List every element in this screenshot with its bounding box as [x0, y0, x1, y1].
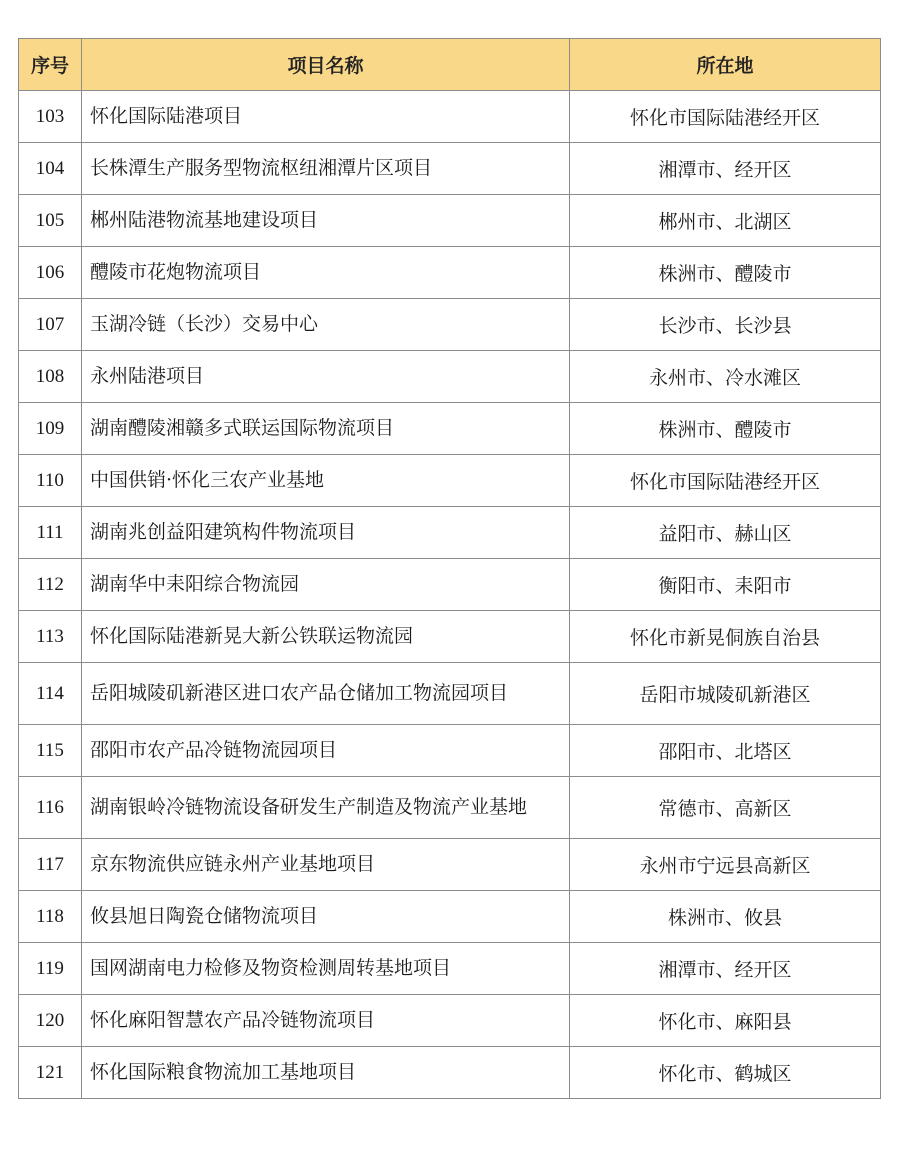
project-table	[18, 38, 881, 1099]
row-serial-number: 119	[19, 943, 82, 995]
table-row	[19, 247, 881, 299]
table-row	[19, 1047, 881, 1099]
table-row	[19, 403, 881, 455]
table-row	[19, 91, 881, 143]
row-serial-number: 108	[19, 351, 82, 403]
table-row	[19, 455, 881, 507]
row-serial-number: 121	[19, 1047, 82, 1099]
row-serial-number: 106	[19, 247, 82, 299]
row-serial-number: 117	[19, 839, 82, 891]
row-location: 株洲市、攸县	[570, 891, 881, 943]
row-location: 郴州市、北湖区	[570, 195, 881, 247]
row-project-name: 中国供销·怀化三农产业基地	[82, 455, 570, 507]
row-location: 怀化市、鹤城区	[570, 1047, 881, 1099]
header-row	[19, 39, 881, 91]
table-row	[19, 663, 881, 725]
row-serial-number: 118	[19, 891, 82, 943]
row-project-name: 怀化国际陆港项目	[82, 91, 570, 143]
table-row	[19, 891, 881, 943]
row-project-name: 怀化国际陆港新晃大新公铁联运物流园	[82, 611, 570, 663]
header-project-name: 项目名称	[82, 39, 570, 91]
row-project-name: 湖南银岭冷链物流设备研发生产制造及物流产业基地	[82, 777, 570, 839]
row-location: 益阳市、赫山区	[570, 507, 881, 559]
row-location: 怀化市新晃侗族自治县	[570, 611, 881, 663]
row-location: 衡阳市、耒阳市	[570, 559, 881, 611]
table-row	[19, 559, 881, 611]
project-table-container	[18, 38, 880, 1099]
row-project-name: 湖南醴陵湘赣多式联运国际物流项目	[82, 403, 570, 455]
row-serial-number: 120	[19, 995, 82, 1047]
row-serial-number: 112	[19, 559, 82, 611]
table-row	[19, 299, 881, 351]
table-row	[19, 195, 881, 247]
row-location: 永州市宁远县高新区	[570, 839, 881, 891]
table-row	[19, 839, 881, 891]
row-location: 永州市、冷水滩区	[570, 351, 881, 403]
row-serial-number: 116	[19, 777, 82, 839]
row-serial-number: 114	[19, 663, 82, 725]
table-row	[19, 611, 881, 663]
row-project-name: 玉湖冷链（长沙）交易中心	[82, 299, 570, 351]
table-row	[19, 143, 881, 195]
row-location: 湘潭市、经开区	[570, 943, 881, 995]
row-project-name: 国网湖南电力检修及物资检测周转基地项目	[82, 943, 570, 995]
table-row	[19, 351, 881, 403]
row-serial-number: 103	[19, 91, 82, 143]
row-project-name: 怀化麻阳智慧农产品冷链物流项目	[82, 995, 570, 1047]
row-project-name: 怀化国际粮食物流加工基地项目	[82, 1047, 570, 1099]
row-serial-number: 111	[19, 507, 82, 559]
table-row	[19, 943, 881, 995]
row-location: 怀化市、麻阳县	[570, 995, 881, 1047]
table-row	[19, 507, 881, 559]
row-serial-number: 105	[19, 195, 82, 247]
row-location: 邵阳市、北塔区	[570, 725, 881, 777]
row-serial-number: 113	[19, 611, 82, 663]
row-location: 长沙市、长沙县	[570, 299, 881, 351]
row-location: 怀化市国际陆港经开区	[570, 455, 881, 507]
row-location: 常德市、高新区	[570, 777, 881, 839]
row-location: 岳阳市城陵矶新港区	[570, 663, 881, 725]
row-location: 怀化市国际陆港经开区	[570, 91, 881, 143]
row-project-name: 醴陵市花炮物流项目	[82, 247, 570, 299]
table-row	[19, 777, 881, 839]
row-project-name: 攸县旭日陶瓷仓储物流项目	[82, 891, 570, 943]
row-project-name: 邵阳市农产品冷链物流园项目	[82, 725, 570, 777]
row-serial-number: 109	[19, 403, 82, 455]
row-project-name: 岳阳城陵矶新港区进口农产品仓储加工物流园项目	[82, 663, 570, 725]
row-serial-number: 107	[19, 299, 82, 351]
header-location: 所在地	[570, 39, 881, 91]
table-body	[19, 91, 881, 1099]
row-location: 湘潭市、经开区	[570, 143, 881, 195]
row-location: 株洲市、醴陵市	[570, 403, 881, 455]
row-project-name: 湖南华中耒阳综合物流园	[82, 559, 570, 611]
row-project-name: 长株潭生产服务型物流枢纽湘潭片区项目	[82, 143, 570, 195]
table-row	[19, 995, 881, 1047]
row-project-name: 永州陆港项目	[82, 351, 570, 403]
row-serial-number: 104	[19, 143, 82, 195]
table-header	[19, 39, 881, 91]
row-serial-number: 110	[19, 455, 82, 507]
row-project-name: 京东物流供应链永州产业基地项目	[82, 839, 570, 891]
row-location: 株洲市、醴陵市	[570, 247, 881, 299]
row-project-name: 郴州陆港物流基地建设项目	[82, 195, 570, 247]
row-project-name: 湖南兆创益阳建筑构件物流项目	[82, 507, 570, 559]
row-serial-number: 115	[19, 725, 82, 777]
table-row	[19, 725, 881, 777]
header-serial-number: 序号	[19, 39, 82, 91]
